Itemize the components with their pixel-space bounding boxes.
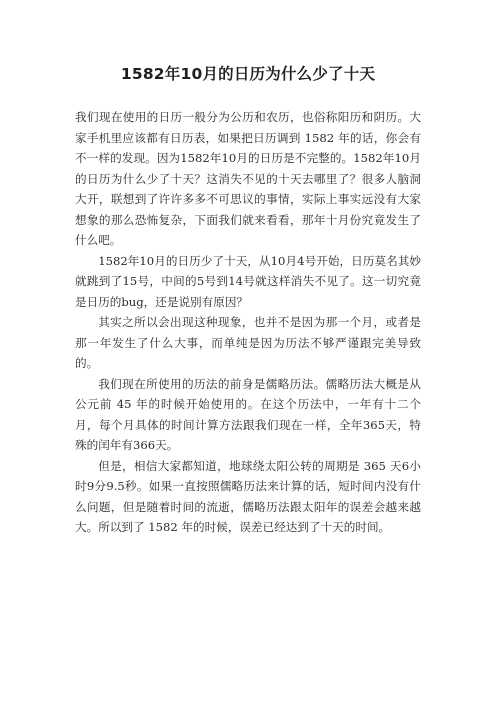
paragraph-2: 1582年10月的日历少了十天，从10月4号开始，日历莫名其妙就跳到了15号，中间的5号到14号就这样消失不见了。这一切究竟是日历的bug，还是说别有原因？ [75, 253, 421, 309]
page-title: 1582年10月的日历为什么少了十天 [120, 65, 376, 83]
paragraph-3: 其实之所以会出现这种现象，也并不是因为那一个月，或者是那一年发生了什么大事，而单纯是因为历法不够严谨跟完美导致的。 [75, 315, 421, 370]
document-body [75, 107, 421, 538]
paragraph-4: 我们现在所使用的历法的前身是儒略历法。儒略历法大概是从公元前 45 年的时候开始使用的。在这个历法中，一年有十二个月，每个月具体的时间计算方法跟我们现在一样，全年365天，特殊的闰年有366天。 [75, 376, 421, 452]
paragraph-1: 我们现在使用的日历一般分为公历和农历，也俗称阳历和阴历。大家手机里应该都有日历表，如果把日历调到 1582 年的话，你会有不一样的发现。因为1582年10月的日历是不完整的。1582年10月的日历为什么少了十天？这消失不见的十天去哪里了？很多人脑洞大开，联想到了许许多多不可思议的事情，实际上事实远没有大家想象的那么恐怖复杂，下面我们就来看看，那年十月份究竟发生了什么吧。 [75, 110, 421, 247]
paragraph-5: 但是，相信大家都知道，地球绕太阳公转的周期是 365 天6小时9分9.5秒。如果一直按照儒略历法来计算的话，短时间内没有什么问题，但是随着时间的流逝，儒略历法跟太阳年的误差会越来越大。所以到了 1582 年的时候，误差已经达到了十天的时间。 [75, 458, 421, 534]
